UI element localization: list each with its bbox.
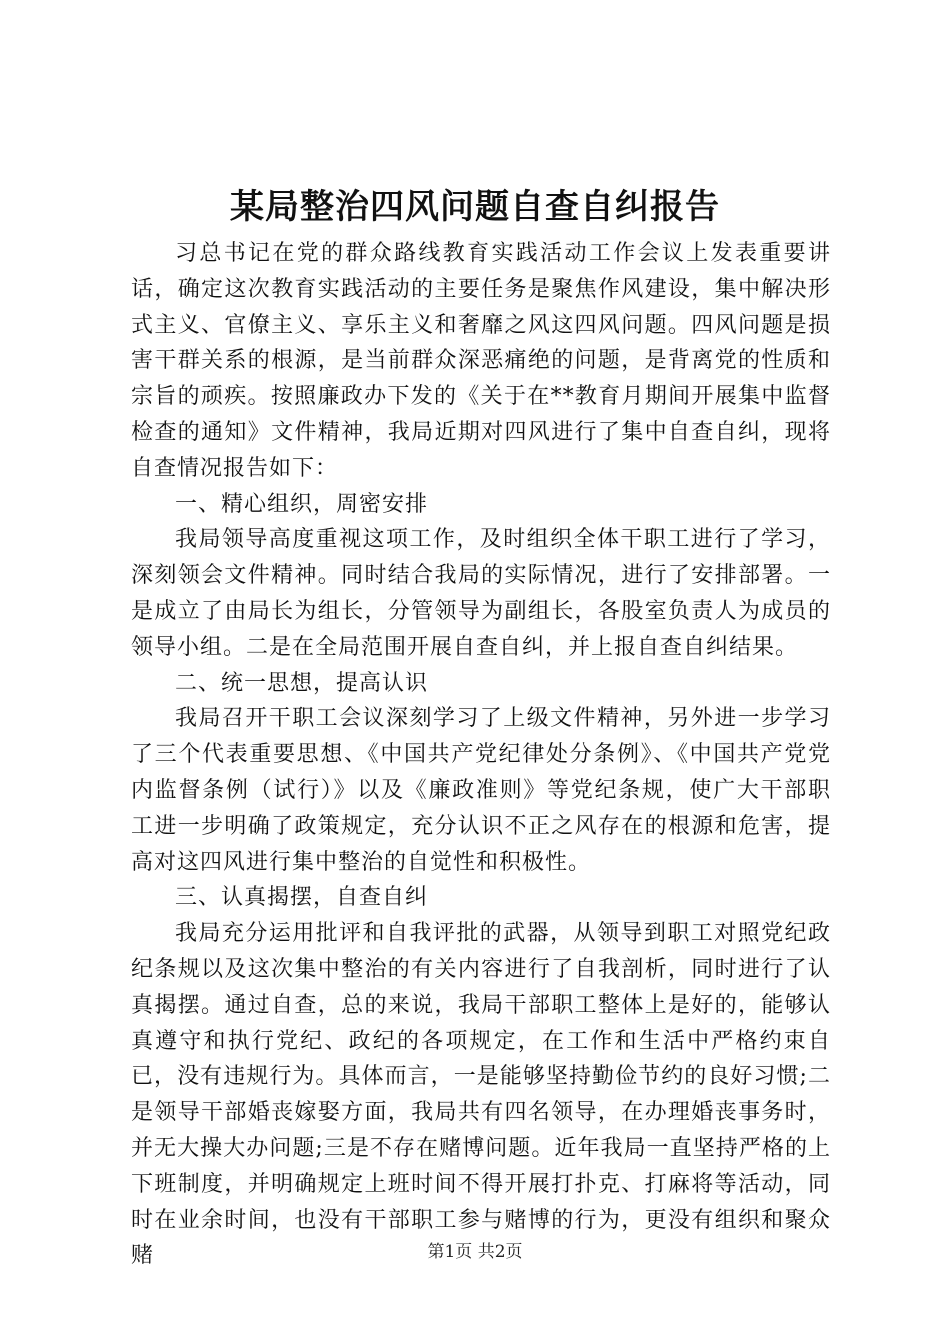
document-title: 某局整治四风问题自查自纠报告: [230, 187, 720, 227]
section-1-paragraph: 我局领导高度重视这项工作，及时组织全体干职工进行了学习，深刻领会文件精神。同时结合我局的实际情况，进行了安排部署。一是成立了由局长为组长，分管领导为副组长，各股室负责人为成员的领导小组。二是在全局范围开展自查自纠，并上报自查自纠结果。: [131, 527, 831, 660]
page-footer: 第1页 共2页: [427, 1242, 523, 1262]
section-3-paragraph: 我局充分运用批评和自我评批的武器，从领导到职工对照党纪政纪条规以及这次集中整治的有关内容进行了自我剖析，同时进行了认真揭摆。通过自查，总的来说，我局干部职工整体上是好的，能够认真遵守和执行党纪、政纪的各项规定，在工作和生活中严格约束自已，没有违规行为。具体而言，一是能够坚持勤俭节约的良好习惯;二是领导干部婚丧嫁娶方面，我局共有四名领导，在办理婚丧事务时，并无大操大办问题;三是不存在赌博问题。近年我局一直坚持严格的上下班制度，并明确规定上班时间不得开展打扑克、打麻将等活动，同时在业余时间，也没有干部职工参与赌博的行为，更没有组织和聚众赌: [131, 921, 831, 1269]
intro-paragraph: 习总书记在党的群众路线教育实践活动工作会议上发表重要讲话，确定这次教育实践活动的主要任务是聚焦作风建设，集中解决形式主义、官僚主义、享乐主义和奢靡之风这四风问题。四风问题是损害干群关系的根源，是当前群众深恶痛绝的问题，是背离党的性质和宗旨的顽疾。按照廉政办下发的《关于在**教育月期间开展集中监督检查的通知》文件精神，我局近期对四风进行了集中自查自纠，现将自查情况报告如下：: [131, 241, 831, 481]
document-body: [131, 236, 831, 1274]
section-heading-3: 三、认真揭摆，自查自纠: [175, 885, 429, 911]
section-heading-2: 二、统一思想，提高认识: [175, 670, 429, 696]
section-2-paragraph: 我局召开干职工会议深刻学习了上级文件精神，另外进一步学习了三个代表重要思想、《中国共产党纪律处分条例》、《中国共产党党内监督条例（试行）》以及《廉政准则》等党纪条规，使广大干部职工进一步明确了政策规定，充分认识不正之风存在的根源和危害，提高对这四风进行集中整治的自觉性和积极性。: [131, 706, 831, 875]
section-heading-1: 一、精心组织，周密安排: [175, 491, 429, 517]
